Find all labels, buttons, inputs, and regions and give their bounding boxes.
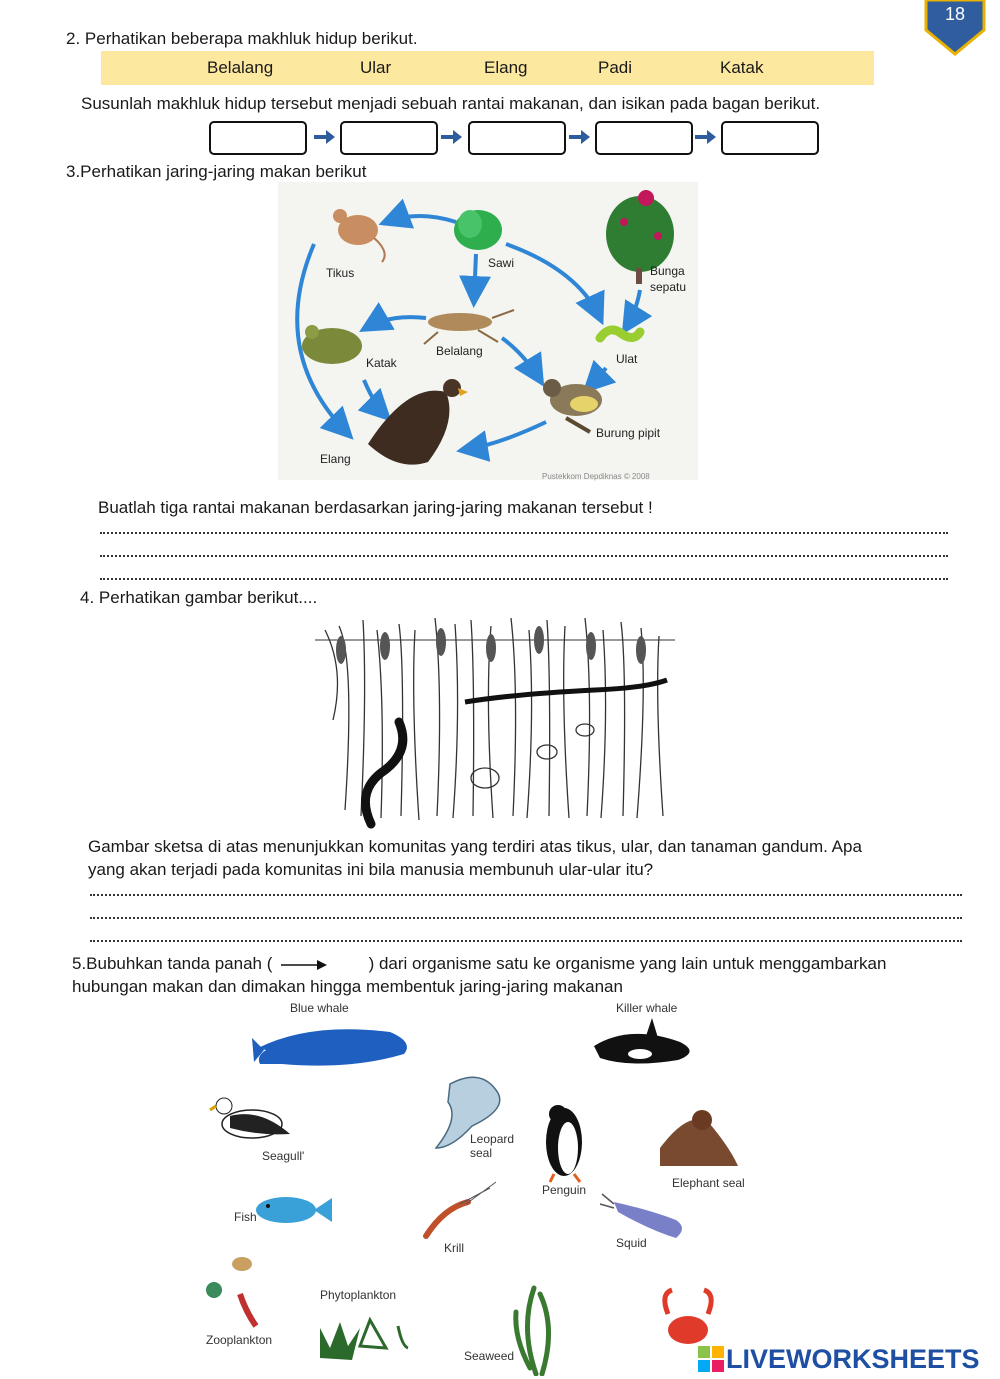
- killer-whale-icon: [594, 1018, 690, 1064]
- chain-box-4[interactable]: [595, 121, 693, 155]
- food-web-image: [278, 182, 698, 480]
- sparrow-icon: [543, 379, 602, 432]
- answer-line-q4-1[interactable]: [90, 884, 962, 896]
- organism-ular: Ular: [360, 58, 392, 77]
- answer-line-q4-2[interactable]: [90, 907, 962, 919]
- elephant-seal-icon: [660, 1110, 738, 1166]
- organism-belalang: Belalang: [207, 58, 274, 77]
- q2-organism-bar: [101, 51, 874, 85]
- chain-box-5[interactable]: [721, 121, 819, 155]
- liveworksheets-logo-text: LIVEWORKSHEETS: [726, 1344, 980, 1374]
- q2-instruction: Susunlah makhluk hidup tersebut menjadi sebuah rantai makanan, dan isikan pada bagan berikut.: [81, 94, 821, 113]
- image-credit: Pustekkom Depdiknas © 2008: [542, 472, 650, 481]
- grasshopper-icon: [424, 310, 514, 344]
- crab-icon: [665, 1290, 711, 1344]
- chain-arrow-icon: [567, 128, 591, 146]
- eagle-icon: [368, 379, 468, 465]
- organism-elang: Elang: [484, 58, 528, 77]
- label-burung-pipit: Burung pipit: [596, 426, 661, 440]
- seagull-icon: [210, 1098, 290, 1138]
- blue-whale-icon: [252, 1029, 407, 1065]
- chain-box-2[interactable]: [340, 121, 438, 155]
- chain-arrow-icon: [693, 128, 717, 146]
- label-sepatu: sepatu: [650, 280, 687, 294]
- q5-line-1-start: 5.Bubuhkan tanda panah (: [72, 954, 273, 973]
- label-squid: Squid: [616, 1236, 647, 1250]
- q5-line-1-end: ) dari organisme satu ke organisme yang lain untuk menggambarkan: [368, 954, 887, 973]
- wheat-field-sketch: [315, 610, 675, 832]
- organism-katak: Katak: [720, 58, 764, 77]
- answer-line-q3-1[interactable]: [100, 522, 948, 534]
- q3-title: 3.Perhatikan jaring-jaring makan berikut: [66, 162, 367, 181]
- penguin-icon: [546, 1105, 582, 1182]
- label-elephant-seal: Elephant seal: [672, 1176, 745, 1190]
- q4-title: 4. Perhatikan gambar berikut....: [80, 588, 318, 607]
- food-chain-answer-row: [209, 121, 819, 155]
- q5-line-1: [72, 953, 886, 975]
- organism-padi: Padi: [598, 58, 633, 77]
- squid-icon: [600, 1194, 682, 1238]
- label-phytoplankton: Phytoplankton: [320, 1288, 397, 1302]
- snake-icon: [365, 722, 402, 824]
- label-zooplankton: Zooplankton: [206, 1333, 273, 1347]
- label-fish: Fish: [234, 1210, 257, 1224]
- page-number: 18: [944, 4, 966, 24]
- marine-food-web-area: [190, 998, 770, 1376]
- label-bunga: Bunga: [650, 264, 685, 278]
- krill-icon: [426, 1182, 496, 1236]
- frog-icon: [302, 325, 362, 364]
- caterpillar-icon: [600, 330, 640, 338]
- chain-box-3[interactable]: [468, 121, 566, 155]
- label-sawi: Sawi: [488, 256, 515, 270]
- label-ulat: Ulat: [616, 352, 638, 366]
- label-belalang: Belalang: [436, 344, 483, 358]
- label-seal: seal: [470, 1146, 493, 1160]
- q3-instruction: Buatlah tiga rantai makanan berdasarkan jaring-jaring makanan tersebut !: [98, 498, 653, 517]
- q4-text-line-1: Gambar sketsa di atas menunjukkan komunitas yang terdiri atas tikus, ular, dan tanaman gandum. Apa: [88, 837, 862, 856]
- zooplankton-icon: [206, 1257, 256, 1326]
- label-krill: Krill: [444, 1241, 464, 1255]
- seaweed-icon: [516, 1288, 549, 1374]
- lettuce-icon: [454, 210, 502, 250]
- label-elang: Elang: [320, 452, 351, 466]
- label-penguin: Penguin: [542, 1183, 587, 1197]
- arrow-right-icon: [279, 959, 329, 971]
- q4-text-line-2: yang akan terjadi pada komunitas ini bila manusia membunuh ular-ular itu?: [88, 860, 654, 879]
- page-number-badge: [924, 0, 986, 56]
- q5-line-2: hubungan makan dan dimakan hingga membentuk jaring-jaring makanan: [72, 977, 623, 996]
- phytoplankton-icon: [320, 1320, 408, 1360]
- label-seagull: Seagull': [262, 1149, 305, 1163]
- answer-line-q3-2[interactable]: [100, 545, 948, 557]
- liveworksheets-logo: [698, 1344, 998, 1374]
- q2-title: 2. Perhatikan beberapa makhluk hidup berikut.: [66, 29, 418, 48]
- answer-line-q4-3[interactable]: [90, 930, 962, 942]
- label-tikus: Tikus: [326, 266, 355, 280]
- chain-box-1[interactable]: [209, 121, 307, 155]
- label-blue-whale: Blue whale: [290, 1001, 349, 1015]
- answer-line-q3-3[interactable]: [100, 568, 948, 580]
- liveworksheets-logo-icon: [698, 1346, 724, 1372]
- chain-arrow-icon: [312, 128, 336, 146]
- mouse-icon: [333, 209, 385, 262]
- label-leopard: Leopard: [470, 1132, 515, 1146]
- fish-icon: [256, 1197, 332, 1223]
- label-seaweed: Seaweed: [464, 1349, 515, 1363]
- label-katak: Katak: [366, 356, 397, 370]
- label-killer-whale: Killer whale: [616, 1001, 678, 1015]
- chain-arrow-icon: [439, 128, 463, 146]
